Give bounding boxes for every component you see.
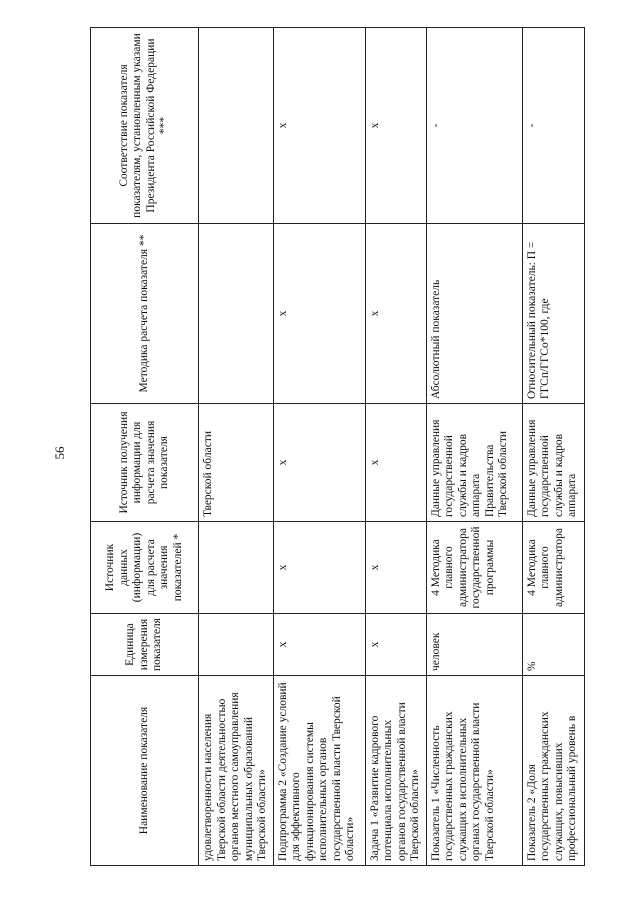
- cell-conformity: x: [365, 28, 426, 224]
- cell-data-source: x: [273, 522, 365, 614]
- table-row: [426, 28, 522, 866]
- header-indicator-name: Наименование показателя: [91, 676, 199, 866]
- cell-data-source: 4 Методика главного администратора: [522, 522, 584, 614]
- cell-method: Абсолютный показатель: [426, 224, 522, 404]
- cell-conformity: x: [273, 28, 365, 224]
- cell-indicator-name: удовлетворенности населения Тверской области деятельностью органов местного самоуправления муниципальных образований Тверской области»: [199, 676, 274, 866]
- cell-data-source: [199, 522, 274, 614]
- cell-unit: x: [365, 614, 426, 676]
- cell-method: Относительный показатель: П = ГГСп/ГГСо*100, где: [522, 224, 584, 404]
- cell-info-source: Данные управления государственной службы и кадров аппарата: [522, 404, 584, 522]
- cell-info-source: Тверской области: [199, 404, 274, 522]
- cell-data-source: x: [365, 522, 426, 614]
- cell-info-source: x: [365, 404, 426, 522]
- cell-unit: x: [273, 614, 365, 676]
- header-data-source: Источник данных (информации) для расчета значения показателей *: [91, 522, 199, 614]
- cell-conformity: [199, 28, 274, 224]
- cell-info-source: x: [273, 404, 365, 522]
- cell-indicator-name: Задача 1 «Развитие кадрового потенциала исполнительных органов государственной власти Тверской области»: [365, 676, 426, 866]
- table-row: [522, 28, 584, 866]
- header-info-source: Источник получения информации для расчета значения показателя: [91, 404, 199, 522]
- table-row: [273, 28, 365, 866]
- cell-conformity: -: [426, 28, 522, 224]
- cell-conformity: -: [522, 28, 584, 224]
- cell-indicator-name: Показатель 2 «Доля государственных гражданских служащих, повысивших профессиональный уровень в: [522, 676, 584, 866]
- header-conformity: Соответствие показателя показателям, установленным указами Президента Российской Федерации ***: [91, 28, 199, 224]
- cell-info-source: Данные управления государственной службы и кадров аппарата Правительства Тверской области: [426, 404, 522, 522]
- cell-indicator-name: Показатель 1 «Численность государственных гражданских служащих в исполнительных органах государственной власти Тверской области»: [426, 676, 522, 866]
- table-row: [199, 28, 274, 866]
- cell-unit: %: [522, 614, 584, 676]
- cell-unit: человек: [426, 614, 522, 676]
- cell-indicator-name: Подпрограмма 2 «Создание условий для эффективного функционирования системы исполнительных органов государственной власти Тверской области»: [273, 676, 365, 866]
- cell-data-source: 4 Методика главного администратора государственной программы: [426, 522, 522, 614]
- cell-unit: [199, 614, 274, 676]
- rotated-table-container: [90, 28, 640, 866]
- page-number: 56: [52, 446, 67, 460]
- table-row: [365, 28, 426, 866]
- cell-method: x: [365, 224, 426, 404]
- header-method: Методика расчета показателя **: [91, 224, 199, 404]
- cell-method: x: [273, 224, 365, 404]
- indicators-table: [90, 27, 585, 866]
- table-header-row: [91, 28, 199, 866]
- cell-method: [199, 224, 274, 404]
- header-unit: Единица измерения показателя: [91, 614, 199, 676]
